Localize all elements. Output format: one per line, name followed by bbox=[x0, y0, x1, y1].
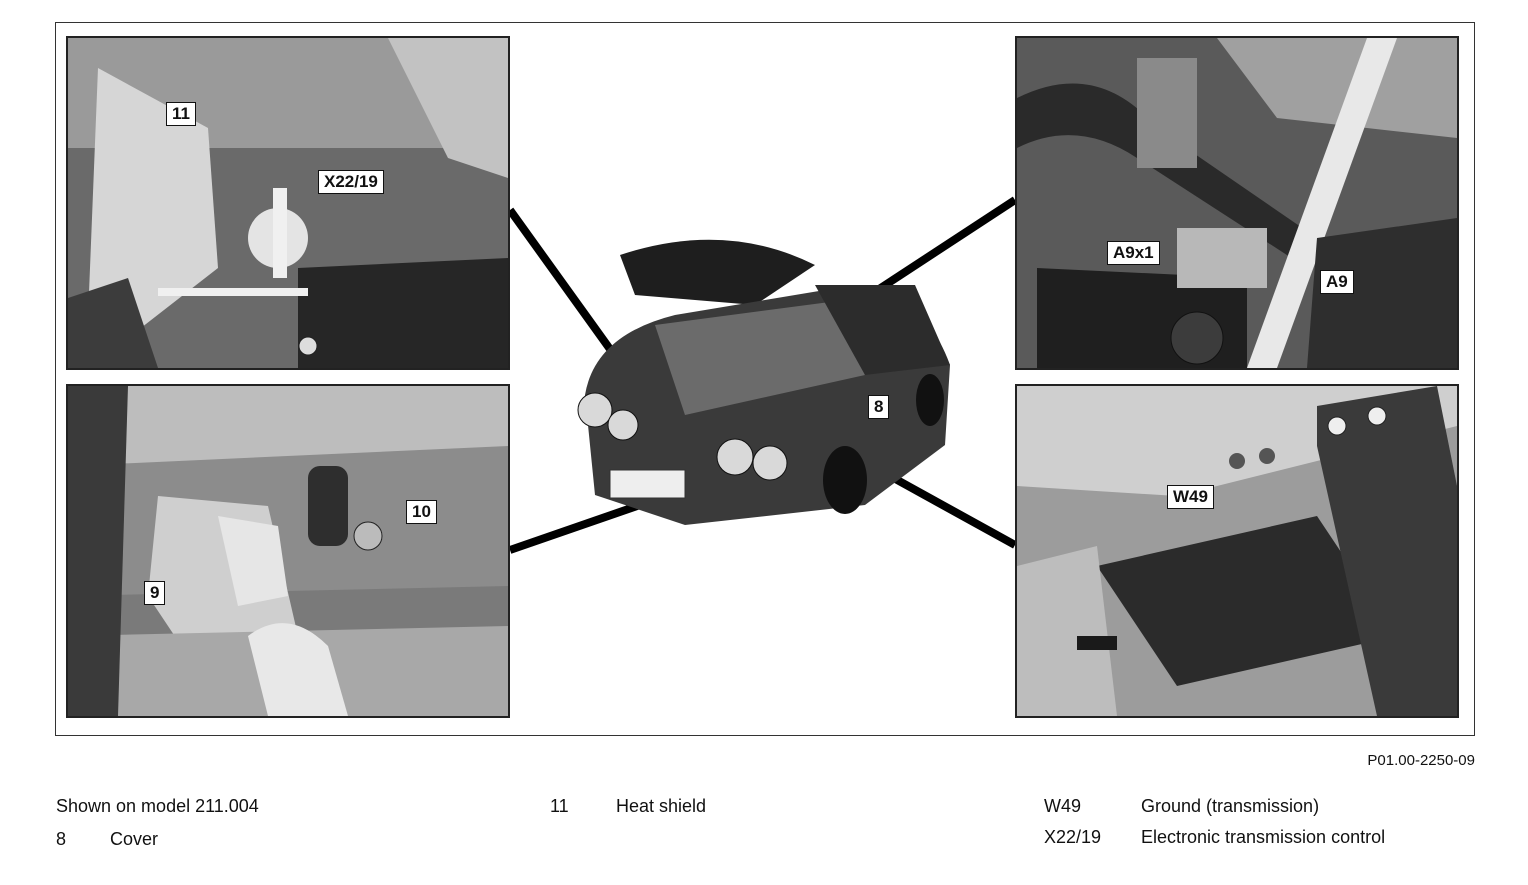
legend-num-11: 11 bbox=[550, 796, 569, 816]
figure-id: P01.00-2250-09 bbox=[1367, 752, 1475, 769]
photo-heat-shield-image bbox=[68, 38, 508, 368]
photo-heat-shield-connector bbox=[66, 36, 510, 370]
callout-cover-8: 8 bbox=[868, 395, 889, 419]
photo-cover bbox=[66, 384, 510, 718]
callout-w49: W49 bbox=[1167, 485, 1214, 509]
callout-heat-shield: 11 bbox=[166, 102, 196, 126]
model-note: Shown on model 211.004 bbox=[56, 796, 259, 816]
legend-desc-x22-19: Electronic transmission control bbox=[1141, 827, 1386, 847]
photo-module bbox=[1015, 36, 1459, 370]
photo-ground-image bbox=[1017, 386, 1457, 716]
callout-cover-9: 9 bbox=[144, 581, 165, 605]
callout-10: 10 bbox=[406, 500, 437, 524]
callout-a9x1: A9x1 bbox=[1107, 241, 1160, 265]
legend-desc-w49: Ground (transmission) bbox=[1141, 796, 1320, 816]
legend-num-8: 8 bbox=[56, 829, 67, 849]
callout-connector-x22-19: X22/19 bbox=[318, 170, 384, 194]
photo-vehicle bbox=[565, 225, 960, 545]
vehicle-image bbox=[565, 225, 960, 545]
legend-num-x22-19: X22/19 bbox=[1044, 827, 1102, 847]
photo-ground bbox=[1015, 384, 1459, 718]
legend-desc-8: Cover bbox=[110, 829, 159, 849]
legend-desc-11: Heat shield bbox=[616, 796, 707, 816]
photo-cover-image bbox=[68, 386, 508, 716]
photo-module-image bbox=[1017, 38, 1457, 368]
callout-a9: A9 bbox=[1320, 270, 1354, 294]
legend-num-w49: W49 bbox=[1044, 796, 1082, 816]
